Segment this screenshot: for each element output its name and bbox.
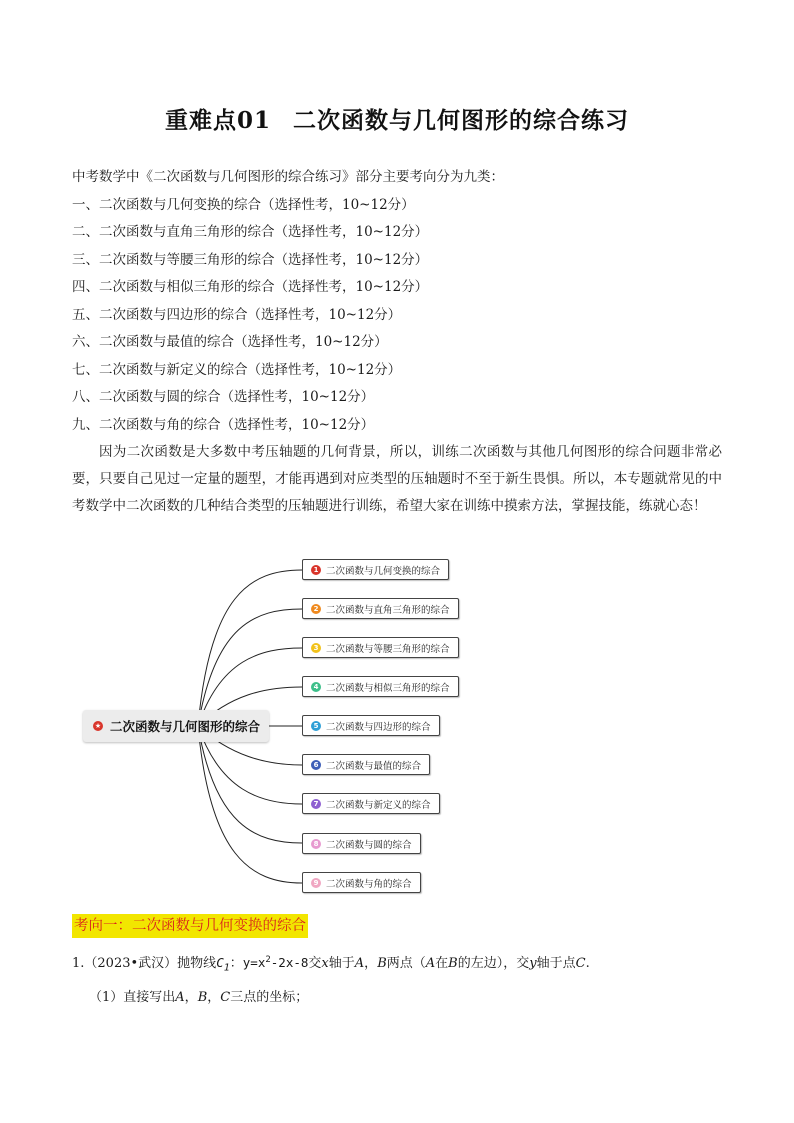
mindmap-node-5	[302, 715, 440, 736]
intro-item: 三、二次函数与等腰三角形的综合（选择性考，10~12分）	[72, 251, 429, 268]
point-c: C	[575, 956, 586, 971]
intro-block	[72, 164, 722, 520]
mindmap-node-label: 二次函数与最值的综合	[326, 760, 422, 772]
question-text: .	[585, 956, 590, 971]
point-a: A	[354, 956, 365, 971]
mindmap-root	[83, 710, 269, 742]
point-a: A	[425, 956, 436, 971]
connector-8	[198, 726, 302, 843]
mindmap-node-label: 二次函数与新定义的综合	[326, 799, 431, 811]
intro-item: 八、二次函数与圆的综合（选择性考，10~12分）	[72, 389, 375, 405]
point-b: B	[448, 956, 458, 971]
mindmap-node-7	[302, 793, 440, 814]
question-text: 的左边），交	[457, 956, 530, 971]
connector-2	[198, 609, 302, 726]
mindmap-node-1	[302, 559, 449, 580]
intro-item: 一、二次函数与几何变换的综合（选择性考，10~12分）	[72, 196, 415, 213]
mindmap-node-4	[302, 676, 459, 697]
sub-question-text: 三点的坐标；	[230, 990, 309, 1005]
number-6-icon: 6	[311, 760, 321, 770]
question-text: 两点（	[386, 956, 426, 971]
title-text: 二次函数与几何图形的综合练习	[293, 108, 629, 134]
mindmap-node-3	[302, 637, 459, 658]
mindmap-node-2	[302, 598, 459, 619]
mindmap-node-label: 二次函数与圆的综合	[326, 839, 412, 851]
var-x: x	[321, 956, 329, 971]
sub-question-text: ，	[184, 990, 198, 1005]
number-7-icon: 7	[311, 799, 321, 809]
question-1	[72, 952, 590, 974]
section-heading: 考向一：二次函数与几何变换的综合	[72, 914, 308, 938]
question-text: 抛物线	[177, 956, 217, 971]
question-source: （2023•武汉）	[84, 956, 178, 971]
connector-1	[198, 570, 302, 726]
question-text: 交	[308, 956, 322, 971]
intro-item: 五、二次函数与四边形的综合（选择性考，10~12分）	[72, 306, 402, 323]
var-y: y	[529, 956, 537, 971]
intro-lead: 中考数学中《二次函数与几何图形的综合练习》部分主要考向分为九类：	[72, 169, 504, 185]
number-4-icon: 4	[311, 682, 321, 692]
mindmap-node-label: 二次函数与四边形的综合	[326, 721, 431, 733]
mindmap-node-label: 二次函数与几何变换的综合	[326, 565, 441, 577]
sub-question-1	[89, 986, 308, 1005]
equation: $y=x^2-2x-8$	[242, 954, 309, 970]
sub-question-text: （1）直接写出	[89, 990, 176, 1005]
number-9-icon: 9	[311, 878, 321, 888]
number-1-icon: 1	[311, 565, 321, 575]
intro-item: 六、二次函数与最值的综合（选择性考，10~12分）	[72, 334, 388, 350]
mindmap-node-9	[302, 872, 421, 893]
point-b: B	[197, 990, 208, 1005]
sub-question-text: ，	[207, 990, 221, 1005]
title-number: 01	[236, 107, 271, 134]
intro-item: 七、二次函数与新定义的综合（选择性考，10~12分）	[72, 361, 402, 378]
question-text: 在	[435, 956, 449, 971]
mindmap-node-label: 二次函数与直角三角形的综合	[326, 604, 450, 616]
point-a: A	[175, 990, 185, 1005]
point-b: B	[377, 956, 387, 971]
intro-item: 二、二次函数与直角三角形的综合（选择性考，10~12分）	[72, 224, 429, 240]
star-icon: ★	[94, 722, 102, 730]
mindmap-node-label: 二次函数与相似三角形的综合	[326, 682, 450, 694]
question-number: 1.	[72, 956, 85, 971]
number-8-icon: 8	[311, 839, 321, 849]
title-prefix: 重难点	[164, 108, 237, 134]
point-c: C	[220, 990, 231, 1005]
mindmap-node-label: 二次函数与等腰三角形的综合	[326, 643, 450, 655]
mindmap-node-6	[302, 754, 430, 775]
mindmap-root-label: 二次函数与几何图形的综合	[110, 719, 261, 734]
question-text: ，	[364, 956, 378, 971]
question-text: ：	[229, 956, 243, 971]
page-title	[0, 102, 794, 135]
intro-item: 四、二次函数与相似三角形的综合（选择性考，10~12分）	[72, 279, 429, 295]
intro-item: 九、二次函数与角的综合（选择性考，10~12分）	[72, 416, 375, 433]
question-text: 轴于	[328, 956, 355, 971]
connector-9	[198, 726, 302, 883]
number-3-icon: 3	[311, 643, 321, 653]
number-2-icon: 2	[311, 604, 321, 614]
curve-label: $C_1$	[216, 955, 230, 974]
mindmap-node-label: 二次函数与角的综合	[326, 878, 412, 890]
number-5-icon: 5	[311, 721, 321, 731]
question-text: 轴于点	[536, 956, 576, 971]
intro-paragraph: 因为二次函数是大多数中考压轴题的几何背景，所以，训练二次函数与其他几何图形的综合问题非常必要，只要自己见过一定量的题型，才能再遇到对应类型的压轴题时不至于新生畏惧。所以，本专题就常见的中考数学中二次函数的几种结合类型的压轴题进行训练，希望大家在训练中摸索方法，掌握技能，练就心态！	[72, 444, 722, 514]
mindmap-node-8	[302, 833, 421, 854]
